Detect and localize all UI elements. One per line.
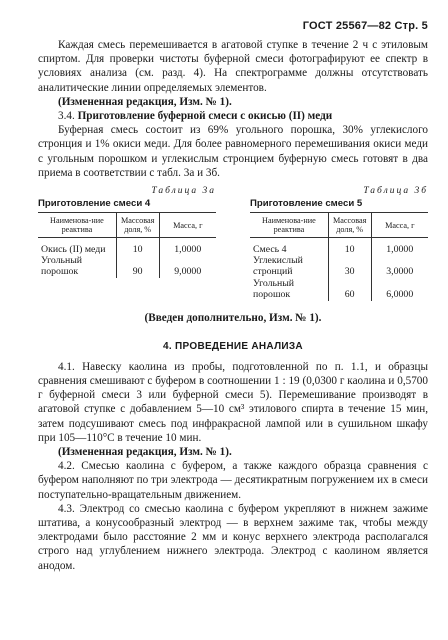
table-caption: Таблица 3б — [363, 186, 428, 197]
column-header: Массовая доля, % — [116, 213, 159, 238]
paragraph-4-3: 4.3. Электрод со смесью каолина с буфером укрепляют в нижнем зажиме штатива, а конусообразный электрод — в верхнем зажиме так, чтобы между электродами было расстояние 2 мм и конус верхнего электрода располагался строго над углублением нижнего электрода. Электрод с каолином является анодом. — [38, 502, 428, 572]
table-row — [38, 244, 216, 255]
section-title: Приготовление буферной смеси с окисью (II) меди — [77, 110, 333, 123]
column-header: Наименова-ние реактива — [38, 213, 116, 238]
section-3-4-heading — [38, 109, 428, 123]
table-cell: 1,0000 — [159, 244, 216, 255]
table-cell: 90 — [116, 255, 159, 278]
table-cell: Углекислый стронций — [253, 254, 303, 278]
data-table — [250, 212, 428, 301]
table-cell: 30 — [328, 255, 371, 278]
page-header: ГОСТ 25567—82 Стр. 5 — [302, 20, 428, 32]
table-3b — [250, 186, 428, 301]
paragraph-4-2: 4.2. Смесью каолина с буфером, а также каждого образца сравнения с буфером наполняют по три электрода — десятикратным погружением их в смеси поступательно-вращательным движением. — [38, 460, 428, 501]
table-cell: 3,0000 — [371, 255, 428, 278]
table-title: Приготовление смеси 4 — [38, 198, 151, 210]
table-cell: Окись (II) меди — [41, 243, 106, 255]
amendment-note-1: (Измененная редакция, Изм. № 1). — [58, 95, 232, 108]
table-row — [250, 244, 428, 255]
column-header: Массовая доля, % — [328, 213, 371, 238]
table-cell: 6,0000 — [371, 278, 428, 301]
table-cell: 10 — [328, 244, 371, 255]
table-cell: 60 — [328, 278, 371, 301]
amendment-note-2: (Введен дополнительно, Изм. № 1). — [144, 311, 322, 324]
table-row — [38, 255, 216, 278]
data-table — [38, 212, 216, 278]
table-cell: 10 — [116, 244, 159, 255]
paragraph-4-1: 4.1. Навеску каолина из пробы, подготовленной по п. 1.1, и образцы сравнения смешивают с буфером в соотношении 1 : 19 (0,0300 г каолина и 0,5700 г буферной смеси 3 или буферной смеси 5). Перемешивание производят в агатовой ступке с добавлением 5—10 см³ этилового спирта в течение 15 мин, затем подсушивают смесь под инфракрасной лампой или в сушильном шкафу при 105—110°С в течение 10 мин. — [38, 360, 428, 444]
section-4-heading: 4. ПРОВЕДЕНИЕ АНАЛИЗА — [163, 340, 303, 352]
tables-row — [38, 186, 428, 301]
table-caption: Таблица 3а — [151, 186, 216, 197]
table-row — [250, 278, 428, 301]
section-number: 3.4. — [58, 110, 75, 123]
table-3a — [38, 186, 216, 301]
table-cell: Угольный порошок — [41, 254, 83, 278]
page-body — [38, 38, 428, 573]
table-cell: Смесь 4 — [253, 243, 287, 255]
table-cell: 1,0000 — [371, 244, 428, 255]
column-header: Масса, г — [371, 213, 428, 238]
paragraph-buffer-composition: Буферная смесь состоит из 69% угольного порошка, 30% углекислого стронция и 1% окиси меди. Для более равномерного перемешивания окиси меди с угольным порошком и углекислым стронцием буферную смесь готовят в два приема в соответствии с табл. 3а и 3б. — [38, 124, 428, 179]
table-row — [250, 255, 428, 278]
column-header: Наименова-ние реактива — [250, 213, 328, 238]
column-header: Масса, г — [159, 213, 216, 238]
paragraph-mix-stirring: Каждая смесь перемешивается в агатовой ступке в течение 2 ч с этиловым спиртом. Для проверки чистоты буферной смеси фотографируют ее спектр в условиях анализа (см. разд. 4). На спектрограмме должны отсутствовать аналитические линии определяемых элементов. — [38, 39, 428, 94]
amendment-note-3: (Измененная редакция, Изм. № 1). — [58, 445, 232, 458]
table-cell: 9,0000 — [159, 255, 216, 278]
table-cell: Угольный порошок — [253, 277, 295, 301]
table-title: Приготовление смеси 5 — [250, 198, 363, 210]
